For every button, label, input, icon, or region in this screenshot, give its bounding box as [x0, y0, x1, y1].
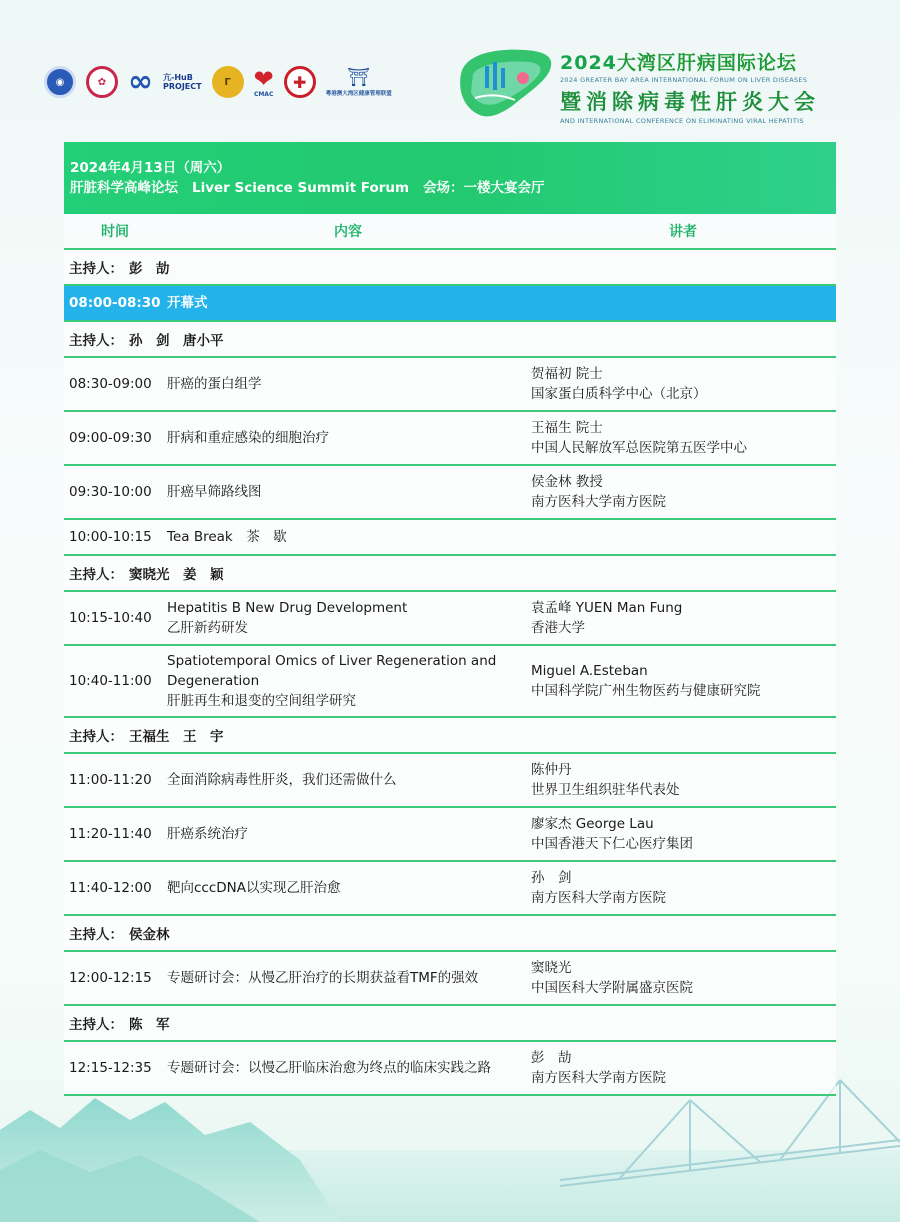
heart-hands-label: CMAC — [253, 90, 274, 98]
forum-title-line1 — [560, 48, 860, 75]
sponsor-logos — [44, 62, 392, 102]
hospital-logo: ✿ — [86, 66, 118, 98]
row-speaker — [531, 418, 831, 458]
talk-row — [64, 646, 836, 718]
forum-name-cn: 肝脏科学高峰论坛 — [70, 180, 178, 196]
host-names: 窦晓光 姜 颖 — [129, 567, 224, 583]
row-title: 肝癌早筛路线图 — [167, 484, 262, 500]
host-label: 主持人： — [69, 729, 123, 745]
row-time: 12:00-12:15 — [69, 970, 152, 986]
hub-project-label: 亢-HuB — [163, 73, 193, 82]
row-title: 专题研讨会：从慢乙肝治疗的长期获益看TMF的强效 — [167, 970, 479, 986]
schedule-table — [64, 142, 836, 1096]
row-speaker — [531, 760, 831, 800]
bridge-alliance-logo — [326, 67, 392, 97]
row-time: 09:00-09:30 — [69, 430, 152, 446]
speaker-name: 孙 剑 — [531, 870, 572, 886]
talk-row — [64, 754, 836, 808]
break-row — [64, 520, 836, 556]
host-label: 主持人： — [69, 1017, 123, 1033]
row-speaker — [531, 472, 831, 512]
opening-row — [64, 286, 836, 322]
talk-row — [64, 1042, 836, 1096]
title-cn: 肝脏再生和退变的空间组学研究 — [167, 693, 356, 709]
speaker-affiliation: 中国人民解放军总医院第五医学中心 — [531, 440, 747, 456]
title-cn: 乙肝新药研发 — [167, 620, 248, 636]
speaker-affiliation: 中国医科大学附属盛京医院 — [531, 980, 693, 996]
mountain-shape — [0, 1098, 340, 1222]
host-names: 陈 军 — [129, 1017, 170, 1033]
row-time: 10:00-10:15 — [69, 529, 152, 545]
row-time: 09:30-10:00 — [69, 484, 152, 500]
talk-row — [64, 466, 836, 520]
row-speaker — [531, 661, 831, 701]
host-row — [64, 1006, 836, 1042]
speaker-name: 贺福初 院士 — [531, 366, 603, 382]
conference-title-cn: 暨消除病毒性肝炎大会 — [560, 90, 820, 114]
talk-row — [64, 592, 836, 646]
row-time: 10:40-11:00 — [69, 673, 152, 689]
infinity-logo: ∞ — [128, 64, 153, 99]
row-speaker — [531, 364, 831, 404]
heart-hands-logo — [253, 64, 274, 98]
speaker-name: 袁孟峰 YUEN Man Fung — [531, 600, 683, 616]
host-label: 主持人： — [69, 333, 123, 349]
host-label: 主持人： — [69, 927, 123, 943]
row-title: 靶向cccDNA以实现乙肝治愈 — [167, 880, 341, 896]
speaker-affiliation: 世界卫生组织驻华代表处 — [531, 782, 680, 798]
forum-title-cn: 大湾区肝病国际论坛 — [616, 52, 797, 74]
gold-emblem-logo: Γ — [212, 66, 244, 98]
row-time: 11:20-11:40 — [69, 826, 152, 842]
host-row — [64, 916, 836, 952]
speaker-name: 侯金林 教授 — [531, 474, 603, 490]
forum-year: 2024 — [560, 52, 617, 74]
talk-row — [64, 808, 836, 862]
host-row — [64, 250, 836, 286]
bridge-icon: ⛩ — [347, 67, 371, 88]
column-header — [64, 214, 836, 250]
speaker-name: Miguel A.Esteban — [531, 663, 648, 679]
university-seal-logo: ◉ — [44, 66, 76, 98]
row-speaker — [531, 814, 831, 854]
forum-name-en: Liver Science Summit Forum — [192, 180, 410, 196]
speaker-affiliation: 中国科学院广州生物医药与健康研究院 — [531, 683, 761, 699]
speaker-affiliation: 中国香港天下仁心医疗集团 — [531, 836, 693, 852]
talk-row — [64, 412, 836, 466]
host-label: 主持人： — [69, 261, 123, 277]
red-cross-logo: ✚ — [284, 66, 316, 98]
column-speaker: 讲者 — [669, 224, 697, 240]
speaker-affiliation: 南方医科大学南方医院 — [531, 890, 666, 906]
forum-title — [560, 48, 860, 125]
session-banner — [64, 142, 836, 214]
talk-row — [64, 952, 836, 1006]
row-title: Tea Break 茶 歇 — [167, 529, 287, 545]
host-label: 主持人： — [69, 567, 123, 583]
row-title: 肝病和重症感染的细胞治疗 — [167, 430, 329, 446]
speaker-affiliation: 南方医科大学南方医院 — [531, 494, 666, 510]
bridge-alliance-label: 粤港澳大湾区健康管理联盟 — [325, 91, 392, 97]
row-title — [167, 651, 531, 711]
row-time: 11:40-12:00 — [69, 880, 152, 896]
row-speaker — [531, 598, 831, 638]
speaker-affiliation: 国家蛋白质科学中心（北京） — [531, 386, 707, 402]
session-date: 2024年4月13日（周六） — [70, 160, 231, 176]
host-row — [64, 322, 836, 358]
hub-project-logo — [163, 73, 202, 91]
speaker-affiliation: 南方医科大学南方医院 — [531, 1070, 666, 1086]
speaker-name: 廖家杰 George Lau — [531, 816, 654, 832]
column-time: 时间 — [101, 224, 129, 240]
row-speaker — [531, 868, 831, 908]
row-title: 肝癌系统治疗 — [167, 826, 248, 842]
liver-forum-emblem — [455, 44, 555, 120]
host-row — [64, 718, 836, 754]
row-title — [167, 598, 531, 638]
host-row — [64, 556, 836, 592]
title-en: Spatiotemporal Omics of Liver Regeneration and Degeneration — [167, 653, 497, 689]
row-title: 专题研讨会：以慢乙肝临床治愈为终点的临床实践之路 — [167, 1060, 491, 1076]
session-info — [70, 178, 836, 198]
row-time: 10:15-10:40 — [69, 610, 152, 626]
forum-title-en: 2024 GREATER BAY AREA INTERNATIONAL FORUM ON LIVER DISEASES — [560, 76, 808, 84]
conference-title-en: AND INTERNATIONAL CONFERENCE ON ELIMINATING VIRAL HEPATITIS — [560, 117, 804, 125]
host-names: 王福生 王 宇 — [129, 729, 224, 745]
speaker-name: 窦晓光 — [531, 960, 572, 976]
host-names: 侯金林 — [129, 927, 170, 943]
row-speaker — [531, 1048, 831, 1088]
row-time: 08:30-09:00 — [69, 376, 152, 392]
speaker-name: 彭 劼 — [531, 1050, 572, 1066]
host-names: 孙 剑 唐小平 — [129, 333, 224, 349]
row-title: 开幕式 — [167, 295, 208, 311]
heart-icon: ❤ — [253, 64, 274, 93]
row-speaker — [531, 958, 831, 998]
session-venue: 会场：一楼大宴会厅 — [423, 180, 545, 196]
row-time: 08:00-08:30 — [69, 295, 161, 311]
hub-project-sublabel: PROJECT — [163, 82, 202, 91]
speaker-affiliation: 香港大学 — [531, 620, 585, 636]
column-content: 内容 — [334, 224, 362, 240]
speaker-name: 王福生 院士 — [531, 420, 603, 436]
row-time: 12:15-12:35 — [69, 1060, 152, 1076]
title-en: Hepatitis B New Drug Development — [167, 600, 408, 616]
talk-row — [64, 862, 836, 916]
row-title: 肝癌的蛋白组学 — [167, 376, 262, 392]
row-title: 全面消除病毒性肝炎，我们还需做什么 — [167, 772, 397, 788]
row-time: 11:00-11:20 — [69, 772, 152, 788]
speaker-name: 陈仲丹 — [531, 762, 572, 778]
talk-row — [64, 358, 836, 412]
host-names: 彭 劼 — [129, 261, 170, 277]
